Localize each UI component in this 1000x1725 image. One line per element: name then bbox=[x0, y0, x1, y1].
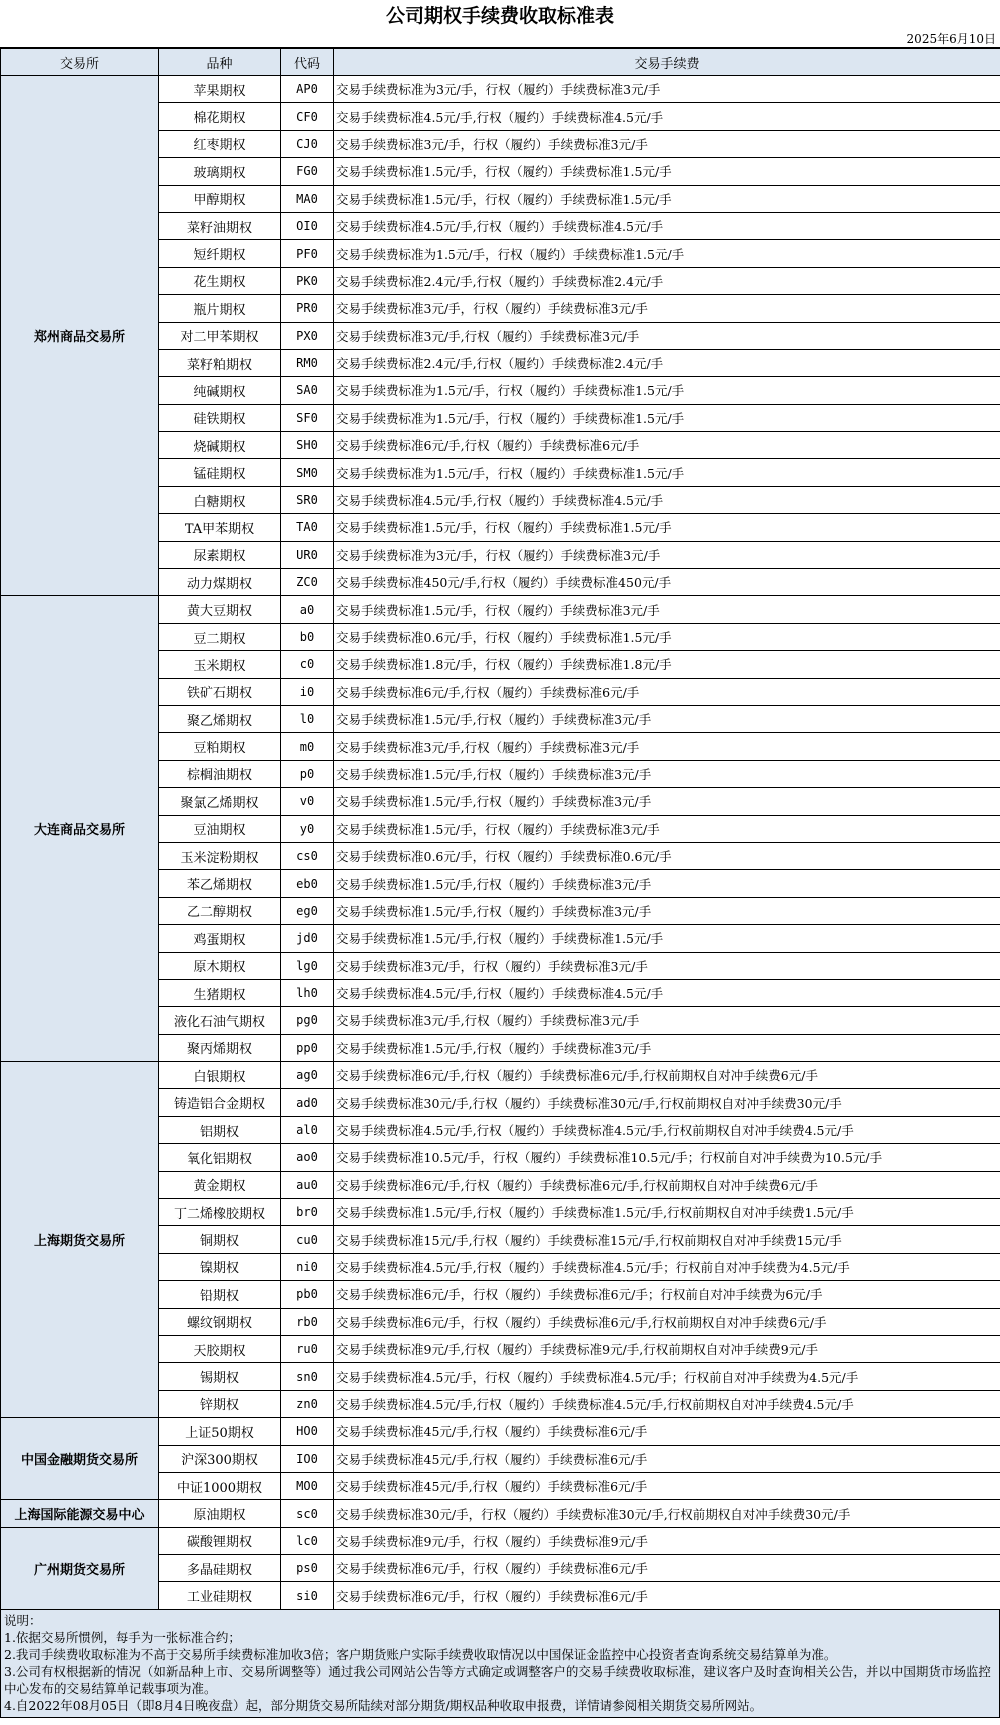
option-code: y0 bbox=[281, 815, 334, 842]
option-code: eb0 bbox=[281, 870, 334, 897]
option-code: ad0 bbox=[281, 1089, 334, 1116]
option-variety: 菜籽油期权 bbox=[159, 212, 281, 239]
fee-description: 交易手续费标准1.5元/手，行权（履约）手续费标准1.5元/手 bbox=[334, 158, 1000, 185]
option-code: PR0 bbox=[281, 295, 334, 322]
fee-description: 交易手续费标准0.6元/手，行权（履约）手续费标准0.6元/手 bbox=[334, 842, 1000, 869]
option-variety: 聚乙烯期权 bbox=[159, 705, 281, 732]
option-variety: 氧化铝期权 bbox=[159, 1144, 281, 1171]
fee-description: 交易手续费标准1.5元/手,行权（履约）手续费标准3元/手 bbox=[334, 760, 1000, 787]
fee-description: 交易手续费标准6元/手,行权（履约）手续费标准6元/手,行权前期权自对冲手续费6元/手 bbox=[334, 1171, 1000, 1198]
option-code: au0 bbox=[281, 1171, 334, 1198]
option-variety: 烧碱期权 bbox=[159, 432, 281, 459]
option-code: SM0 bbox=[281, 459, 334, 486]
option-variety: 铅期权 bbox=[159, 1281, 281, 1308]
option-variety: 豆二期权 bbox=[159, 623, 281, 650]
option-variety: 聚丙烯期权 bbox=[159, 1034, 281, 1061]
option-code: eg0 bbox=[281, 897, 334, 924]
option-code: SA0 bbox=[281, 377, 334, 404]
option-variety: 玻璃期权 bbox=[159, 158, 281, 185]
option-variety: 沪深300期权 bbox=[159, 1445, 281, 1472]
option-variety: 硅铁期权 bbox=[159, 404, 281, 431]
option-code: CJ0 bbox=[281, 130, 334, 157]
fee-description: 交易手续费标准1.5元/手,行权（履约）手续费标准1.5元/手,行权前期权自对冲手续费1.5元/手 bbox=[334, 1199, 1000, 1226]
fee-description: 交易手续费标准4.5元/手,行权（履约）手续费标准4.5元/手 bbox=[334, 212, 1000, 239]
fee-description: 交易手续费标准6元/手,行权（履约）手续费标准6元/手 bbox=[334, 432, 1000, 459]
option-code: ps0 bbox=[281, 1555, 334, 1582]
option-code: HO0 bbox=[281, 1418, 334, 1445]
option-variety: 红枣期权 bbox=[159, 130, 281, 157]
option-variety: 玉米淀粉期权 bbox=[159, 842, 281, 869]
fee-description: 交易手续费标准1.5元/手,行权（履约）手续费标准3元/手 bbox=[334, 788, 1000, 815]
header-code: 代码 bbox=[281, 49, 334, 76]
option-variety: 生猪期权 bbox=[159, 979, 281, 1006]
option-variety: 棉花期权 bbox=[159, 103, 281, 130]
fee-description: 交易手续费标准1.5元/手，行权（履约）手续费标准1.5元/手 bbox=[334, 514, 1000, 541]
option-code: p0 bbox=[281, 760, 334, 787]
note-item: 1.依据交易所惯例，每手为一张标准合约； bbox=[4, 1629, 241, 1645]
fee-description: 交易手续费标准4.5元/手,行权（履约）手续费标准4.5元/手,行权前期权自对冲手续费4.5元/手 bbox=[334, 1390, 1000, 1417]
fee-description: 交易手续费标准1.5元/手,行权（履约）手续费标准3元/手 bbox=[334, 705, 1000, 732]
option-variety: 白银期权 bbox=[159, 1062, 281, 1089]
fee-description: 交易手续费标准1.5元/手，行权（履约）手续费标准3元/手 bbox=[334, 815, 1000, 842]
option-code: i0 bbox=[281, 678, 334, 705]
note-item: 4.自2022年08月05日（即8月4日晚夜盘）起，部分期货交易所陆续对部分期货/期权品种收取申报费，详情请参阅相关期货交易所网站。 bbox=[4, 1697, 763, 1713]
option-variety: 黄金期权 bbox=[159, 1171, 281, 1198]
table-row bbox=[1, 76, 1000, 103]
option-variety: 镍期权 bbox=[159, 1253, 281, 1280]
fee-description: 交易手续费标准9元/手，行权（履约）手续费标准9元/手 bbox=[334, 1527, 1000, 1554]
option-variety: 乙二醇期权 bbox=[159, 897, 281, 924]
fee-description: 交易手续费标准为1.5元/手，行权（履约）手续费标准1.5元/手 bbox=[334, 377, 1000, 404]
option-variety: 多晶硅期权 bbox=[159, 1555, 281, 1582]
option-code: pb0 bbox=[281, 1281, 334, 1308]
fee-description: 交易手续费标准为1.5元/手，行权（履约）手续费标准1.5元/手 bbox=[334, 404, 1000, 431]
option-code: sc0 bbox=[281, 1500, 334, 1527]
option-code: sn0 bbox=[281, 1363, 334, 1390]
note-item: 3.公司有权根据新的情况（如新品种上市、交易所调整等）通过我公司网站公告等方式确定或调整客户的交易手续费收取标准，建议客户及时查询相关公告，并以中国期货市场监控中心发布的交易结算单记载事项为准。 bbox=[4, 1663, 991, 1696]
option-code: jd0 bbox=[281, 925, 334, 952]
option-code: MA0 bbox=[281, 185, 334, 212]
option-variety: 原油期权 bbox=[159, 1500, 281, 1527]
option-variety: 花生期权 bbox=[159, 267, 281, 294]
option-variety: 锌期权 bbox=[159, 1390, 281, 1417]
table-row bbox=[1, 1527, 1000, 1554]
option-variety: 工业硅期权 bbox=[159, 1582, 281, 1609]
option-code: pg0 bbox=[281, 1007, 334, 1034]
header-exchange: 交易所 bbox=[1, 49, 159, 76]
option-variety: 螺纹钢期权 bbox=[159, 1308, 281, 1335]
fee-description: 交易手续费标准1.5元/手,行权（履约）手续费标准3元/手 bbox=[334, 897, 1000, 924]
fee-description: 交易手续费标准4.5元/手,行权（履约）手续费标准4.5元/手 bbox=[334, 486, 1000, 513]
fee-description: 交易手续费标准6元/手,行权（履约）手续费标准6元/手,行权前期权自对冲手续费6元/手 bbox=[334, 1062, 1000, 1089]
fee-description: 交易手续费标准1.5元/手,行权（履约）手续费标准3元/手 bbox=[334, 1034, 1000, 1061]
fee-description: 交易手续费标准为3元/手，行权（履约）手续费标准3元/手 bbox=[334, 76, 1000, 103]
option-variety: 丁二烯橡胶期权 bbox=[159, 1199, 281, 1226]
fee-table bbox=[0, 48, 1000, 1610]
table-header-row bbox=[1, 49, 1000, 76]
option-code: lg0 bbox=[281, 952, 334, 979]
option-code: m0 bbox=[281, 733, 334, 760]
fee-table-body bbox=[1, 76, 1000, 1610]
option-code: PF0 bbox=[281, 240, 334, 267]
fee-description: 交易手续费标准9元/手,行权（履约）手续费标准9元/手,行权前期权自对冲手续费9元/手 bbox=[334, 1335, 1000, 1362]
table-row bbox=[1, 1418, 1000, 1445]
fee-description: 交易手续费标准45元/手,行权（履约）手续费标准6元/手 bbox=[334, 1445, 1000, 1472]
option-variety: 铸造铝合金期权 bbox=[159, 1089, 281, 1116]
option-variety: 短纤期权 bbox=[159, 240, 281, 267]
option-variety: 碳酸锂期权 bbox=[159, 1527, 281, 1554]
option-variety: 铜期权 bbox=[159, 1226, 281, 1253]
fee-description: 交易手续费标准15元/手,行权（履约）手续费标准15元/手,行权前期权自对冲手续费15元/手 bbox=[334, 1226, 1000, 1253]
option-variety: 苹果期权 bbox=[159, 76, 281, 103]
fee-description: 交易手续费标准6元/手，行权（履约）手续费标准6元/手 bbox=[334, 1582, 1000, 1609]
option-variety: 白糖期权 bbox=[159, 486, 281, 513]
option-code: cu0 bbox=[281, 1226, 334, 1253]
fee-description: 交易手续费标准4.5元/手,行权（履约）手续费标准4.5元/手；行权前自对冲手续费为4.5元/手 bbox=[334, 1253, 1000, 1280]
option-code: UR0 bbox=[281, 541, 334, 568]
note-item: 2.我司手续费收取标准为不高于交易所手续费标准加收3倍；客户期货账户实际手续费收取情况以中国保证金监控中心投资者查询系统交易结算单为准。 bbox=[4, 1646, 837, 1662]
option-code: ni0 bbox=[281, 1253, 334, 1280]
option-code: ZC0 bbox=[281, 569, 334, 596]
fee-description: 交易手续费标准6元/手，行权（履约）手续费标准6元/手,行权前期权自对冲手续费6元/手 bbox=[334, 1308, 1000, 1335]
exchange-name: 上海期货交易所 bbox=[1, 1062, 159, 1418]
option-code: lc0 bbox=[281, 1527, 334, 1554]
fee-description: 交易手续费标准45元/手,行权（履约）手续费标准6元/手 bbox=[334, 1418, 1000, 1445]
option-variety: 菜籽粕期权 bbox=[159, 349, 281, 376]
fee-description: 交易手续费标准3元/手，行权（履约）手续费标准3元/手 bbox=[334, 295, 1000, 322]
notes-section bbox=[0, 1610, 1000, 1718]
fee-description: 交易手续费标准4.5元/手,行权（履约）手续费标准4.5元/手 bbox=[334, 979, 1000, 1006]
option-variety: 豆粕期权 bbox=[159, 733, 281, 760]
option-code: al0 bbox=[281, 1116, 334, 1143]
fee-description: 交易手续费标准10.5元/手，行权（履约）手续费标准10.5元/手；行权前自对冲手续费为10.5元/手 bbox=[334, 1144, 1000, 1171]
option-code: cs0 bbox=[281, 842, 334, 869]
header-fee: 交易手续费 bbox=[334, 49, 1000, 76]
option-code: FG0 bbox=[281, 158, 334, 185]
notes-heading: 说明： bbox=[4, 1612, 42, 1628]
option-code: PK0 bbox=[281, 267, 334, 294]
option-code: PX0 bbox=[281, 322, 334, 349]
fee-description: 交易手续费标准30元/手，行权（履约）手续费标准30元/手,行权前期权自对冲手续费30元/手 bbox=[334, 1500, 1000, 1527]
exchange-name: 广州期货交易所 bbox=[1, 1527, 159, 1609]
option-variety: 上证50期权 bbox=[159, 1418, 281, 1445]
option-variety: 玉米期权 bbox=[159, 651, 281, 678]
table-row bbox=[1, 1062, 1000, 1089]
option-variety: 锡期权 bbox=[159, 1363, 281, 1390]
fee-description: 交易手续费标准1.8元/手，行权（履约）手续费标准1.8元/手 bbox=[334, 651, 1000, 678]
option-code: rb0 bbox=[281, 1308, 334, 1335]
option-variety: 鸡蛋期权 bbox=[159, 925, 281, 952]
document-date: 2025年6月10日 bbox=[0, 32, 1000, 48]
fee-description: 交易手续费标准2.4元/手,行权（履约）手续费标准2.4元/手 bbox=[334, 267, 1000, 294]
exchange-name: 大连商品交易所 bbox=[1, 596, 159, 1062]
option-code: TA0 bbox=[281, 514, 334, 541]
table-row bbox=[1, 1500, 1000, 1527]
fee-description: 交易手续费标准3元/手，行权（履约）手续费标准3元/手 bbox=[334, 130, 1000, 157]
option-code: ao0 bbox=[281, 1144, 334, 1171]
fee-description: 交易手续费标准1.5元/手,行权（履约）手续费标准1.5元/手 bbox=[334, 925, 1000, 952]
fee-description: 交易手续费标准3元/手,行权（履约）手续费标准3元/手 bbox=[334, 1007, 1000, 1034]
option-variety: 铁矿石期权 bbox=[159, 678, 281, 705]
fee-description: 交易手续费标准6元/手,行权（履约）手续费标准6元/手 bbox=[334, 678, 1000, 705]
option-variety: 甲醇期权 bbox=[159, 185, 281, 212]
option-variety: 原木期权 bbox=[159, 952, 281, 979]
option-variety: 动力煤期权 bbox=[159, 569, 281, 596]
option-variety: 天胶期权 bbox=[159, 1335, 281, 1362]
option-variety: 黄大豆期权 bbox=[159, 596, 281, 623]
fee-description: 交易手续费标准45元/手,行权（履约）手续费标准6元/手 bbox=[334, 1472, 1000, 1499]
fee-description: 交易手续费标准2.4元/手,行权（履约）手续费标准2.4元/手 bbox=[334, 349, 1000, 376]
option-code: SF0 bbox=[281, 404, 334, 431]
option-code: si0 bbox=[281, 1582, 334, 1609]
fee-description: 交易手续费标准450元/手,行权（履约）手续费标准450元/手 bbox=[334, 569, 1000, 596]
option-code: SH0 bbox=[281, 432, 334, 459]
exchange-name: 郑州商品交易所 bbox=[1, 76, 159, 596]
header-variety: 品种 bbox=[159, 49, 281, 76]
fee-description: 交易手续费标准1.5元/手,行权（履约）手续费标准3元/手 bbox=[334, 870, 1000, 897]
option-code: b0 bbox=[281, 623, 334, 650]
option-code: MO0 bbox=[281, 1472, 334, 1499]
option-code: l0 bbox=[281, 705, 334, 732]
option-variety: 瓶片期权 bbox=[159, 295, 281, 322]
option-code: c0 bbox=[281, 651, 334, 678]
fee-description: 交易手续费标准1.5元/手，行权（履约）手续费标准1.5元/手 bbox=[334, 185, 1000, 212]
table-row bbox=[1, 596, 1000, 623]
option-variety: 豆油期权 bbox=[159, 815, 281, 842]
option-code: br0 bbox=[281, 1199, 334, 1226]
option-code: zn0 bbox=[281, 1390, 334, 1417]
option-variety: 聚氯乙烯期权 bbox=[159, 788, 281, 815]
fee-description: 交易手续费标准4.5元/手,行权（履约）手续费标准4.5元/手 bbox=[334, 103, 1000, 130]
option-variety: 液化石油气期权 bbox=[159, 1007, 281, 1034]
option-code: RM0 bbox=[281, 349, 334, 376]
option-variety: 纯碱期权 bbox=[159, 377, 281, 404]
fee-description: 交易手续费标准0.6元/手，行权（履约）手续费标准1.5元/手 bbox=[334, 623, 1000, 650]
fee-description: 交易手续费标准为3元/手，行权（履约）手续费标准3元/手 bbox=[334, 541, 1000, 568]
fee-description: 交易手续费标准1.5元/手，行权（履约）手续费标准3元/手 bbox=[334, 596, 1000, 623]
exchange-name: 上海国际能源交易中心 bbox=[1, 1500, 159, 1527]
fee-description: 交易手续费标准6元/手，行权（履约）手续费标准6元/手；行权前自对冲手续费为6元/手 bbox=[334, 1281, 1000, 1308]
fee-description: 交易手续费标准4.5元/手,行权（履约）手续费标准4.5元/手,行权前期权自对冲手续费4.5元/手 bbox=[334, 1116, 1000, 1143]
page-title: 公司期权手续费收取标准表 bbox=[385, 5, 614, 27]
option-code: SR0 bbox=[281, 486, 334, 513]
fee-description: 交易手续费标准30元/手,行权（履约）手续费标准30元/手,行权前期权自对冲手续费30元/手 bbox=[334, 1089, 1000, 1116]
option-code: lh0 bbox=[281, 979, 334, 1006]
option-variety: 尿素期权 bbox=[159, 541, 281, 568]
option-code: AP0 bbox=[281, 76, 334, 103]
exchange-name: 中国金融期货交易所 bbox=[1, 1418, 159, 1500]
option-code: pp0 bbox=[281, 1034, 334, 1061]
fee-description: 交易手续费标准为1.5元/手，行权（履约）手续费标准1.5元/手 bbox=[334, 459, 1000, 486]
fee-description: 交易手续费标准3元/手，行权（履约）手续费标准3元/手 bbox=[334, 952, 1000, 979]
fee-description: 交易手续费标准3元/手,行权（履约）手续费标准3元/手 bbox=[334, 733, 1000, 760]
option-code: v0 bbox=[281, 788, 334, 815]
option-variety: 铝期权 bbox=[159, 1116, 281, 1143]
option-code: OI0 bbox=[281, 212, 334, 239]
option-variety: 苯乙烯期权 bbox=[159, 870, 281, 897]
fee-description: 交易手续费标准4.5元/手，行权（履约）手续费标准4.5元/手；行权前自对冲手续费为4.5元/手 bbox=[334, 1363, 1000, 1390]
option-variety: 中证1000期权 bbox=[159, 1472, 281, 1499]
option-variety: TA甲苯期权 bbox=[159, 514, 281, 541]
option-code: CF0 bbox=[281, 103, 334, 130]
option-code: ru0 bbox=[281, 1335, 334, 1362]
fee-description: 交易手续费标准3元/手,行权（履约）手续费标准3元/手 bbox=[334, 322, 1000, 349]
option-variety: 棕榈油期权 bbox=[159, 760, 281, 787]
fee-description: 交易手续费标准6元/手，行权（履约）手续费标准6元/手 bbox=[334, 1555, 1000, 1582]
option-code: ag0 bbox=[281, 1062, 334, 1089]
option-variety: 锰硅期权 bbox=[159, 459, 281, 486]
option-code: a0 bbox=[281, 596, 334, 623]
option-variety: 对二甲苯期权 bbox=[159, 322, 281, 349]
option-code: IO0 bbox=[281, 1445, 334, 1472]
fee-description: 交易手续费标准为1.5元/手，行权（履约）手续费标准1.5元/手 bbox=[334, 240, 1000, 267]
